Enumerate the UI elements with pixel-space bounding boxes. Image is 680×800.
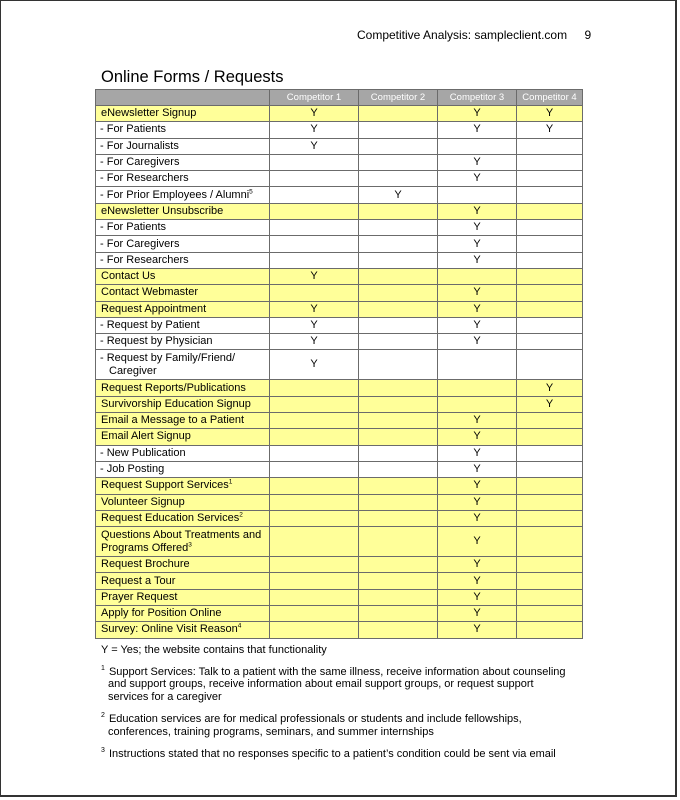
competitor-3-cell: Y — [438, 461, 517, 477]
competitor-3-cell: Y — [438, 429, 517, 445]
feature-label: Email Alert Signup — [101, 430, 191, 443]
competitor-1-cell — [270, 236, 359, 252]
table-row-feature — [96, 622, 583, 638]
competitor-4-cell — [517, 252, 583, 268]
feature-label: Request Brochure — [101, 558, 190, 571]
feature-cell — [96, 203, 270, 219]
table-row-subfeature — [96, 138, 583, 154]
competitor-4-cell — [517, 203, 583, 219]
competitor-4-cell: Y — [517, 396, 583, 412]
competitor-4-cell: Y — [517, 106, 583, 122]
competitor-2-cell — [359, 573, 438, 589]
competitor-2-cell — [359, 220, 438, 236]
competitor-3-cell: Y — [438, 171, 517, 187]
competitor-1-cell — [270, 187, 359, 203]
competitor-1-cell — [270, 413, 359, 429]
table-row-subfeature — [96, 252, 583, 268]
feature-label: eNewsletter Unsubscribe — [101, 204, 224, 217]
feature-cell — [96, 413, 270, 429]
footnote-mark: 2 — [101, 712, 105, 720]
competitor-1-cell: Y — [270, 334, 359, 350]
competitor-4-cell — [517, 589, 583, 605]
competitor-2-cell — [359, 285, 438, 301]
table-row-feature — [96, 494, 583, 510]
competitor-3-cell: Y — [438, 622, 517, 638]
competitor-4-cell — [517, 413, 583, 429]
competitor-3-cell: Y — [438, 203, 517, 219]
feature-cell — [96, 154, 270, 170]
column-header-competitor-1: Competitor 1 — [270, 90, 359, 106]
feature-cell — [96, 106, 270, 122]
competitor-1-cell — [270, 203, 359, 219]
competitor-2-cell — [359, 203, 438, 219]
feature-cell — [96, 429, 270, 445]
competitor-3-cell — [438, 187, 517, 203]
competitor-3-cell — [438, 138, 517, 154]
column-header-competitor-4: Competitor 4 — [517, 90, 583, 106]
competitor-1-cell: Y — [270, 138, 359, 154]
competitor-3-cell: Y — [438, 236, 517, 252]
competitor-4-cell — [517, 606, 583, 622]
competitor-4-cell — [517, 557, 583, 573]
feature-label: Volunteer Signup — [101, 495, 185, 508]
feature-label: Request Support Services — [101, 479, 229, 492]
table-row-subfeature — [96, 445, 583, 461]
competitor-3-cell: Y — [438, 317, 517, 333]
table-row-subfeature — [96, 122, 583, 138]
competitor-1-cell — [270, 557, 359, 573]
competitor-4-cell — [517, 573, 583, 589]
competitor-1-cell — [270, 171, 359, 187]
document-title: Competitive Analysis: sampleclient.com — [357, 28, 568, 42]
competitor-3-cell: Y — [438, 285, 517, 301]
competitor-2-cell — [359, 494, 438, 510]
competitor-2-cell — [359, 445, 438, 461]
feature-cell — [96, 301, 270, 317]
table-row-feature — [96, 589, 583, 605]
feature-cell — [96, 622, 270, 638]
competitor-4-cell — [517, 138, 583, 154]
competitor-2-cell — [359, 622, 438, 638]
footnote-2 — [101, 713, 571, 738]
table-row-feature — [96, 606, 583, 622]
competitor-4-cell — [517, 236, 583, 252]
footnote-3 — [101, 748, 571, 761]
feature-cell — [96, 236, 270, 252]
competitor-2-cell — [359, 461, 438, 477]
table-row-subfeature — [96, 171, 583, 187]
competitor-1-cell — [270, 396, 359, 412]
feature-label: Email a Message to a Patient — [101, 414, 245, 427]
footnote-reference: 5 — [249, 187, 253, 195]
competitor-4-cell — [517, 171, 583, 187]
competitor-3-cell: Y — [438, 510, 517, 526]
feature-label: - For Researchers — [100, 253, 189, 266]
competitor-2-cell — [359, 557, 438, 573]
competitor-3-cell — [438, 380, 517, 396]
competitor-4-cell — [517, 334, 583, 350]
competitor-1-cell — [270, 220, 359, 236]
feature-label: Contact Webmaster — [101, 286, 199, 299]
feature-label: Prayer Request — [101, 590, 178, 603]
running-header — [357, 28, 591, 42]
footnote-text: Instructions stated that no responses specific to a patient’s condition could be sent via email — [108, 748, 556, 760]
competitor-1-cell: Y — [270, 106, 359, 122]
footnote-reference: 1 — [228, 478, 233, 486]
table-row-feature — [96, 429, 583, 445]
table-row-feature — [96, 557, 583, 573]
feature-label: - For Caregivers — [100, 156, 180, 169]
table-row-feature — [96, 106, 583, 122]
competitor-1-cell — [270, 494, 359, 510]
table-row-subfeature — [96, 187, 583, 203]
page-number: 9 — [584, 28, 592, 42]
table-row-feature — [96, 396, 583, 412]
competitor-4-cell — [517, 301, 583, 317]
competitor-4-cell: Y — [517, 380, 583, 396]
competitor-4-cell — [517, 154, 583, 170]
feature-cell — [96, 285, 270, 301]
competitor-4-cell — [517, 317, 583, 333]
competitor-4-cell — [517, 461, 583, 477]
feature-cell — [96, 380, 270, 396]
competitor-4-cell — [517, 527, 583, 557]
column-header-competitor-2: Competitor 2 — [359, 90, 438, 106]
competitor-3-cell: Y — [438, 334, 517, 350]
competitor-3-cell: Y — [438, 606, 517, 622]
footnote-1 — [101, 666, 571, 704]
competitor-2-cell — [359, 122, 438, 138]
competitor-2-cell — [359, 334, 438, 350]
competitor-2-cell — [359, 606, 438, 622]
footnote-reference: 2 — [239, 511, 243, 519]
feature-label: - For Researchers — [100, 172, 189, 185]
competitor-1-cell: Y — [270, 301, 359, 317]
table-row-feature — [96, 268, 583, 284]
feature-cell — [96, 573, 270, 589]
feature-label: - Request by Family/Friend/ — [100, 351, 236, 364]
footnote-text: Support Services: Talk to a patient with the same illness, receive information about counseling and support groups, receive information about email support groups, or request support services for a caregiver — [108, 665, 566, 703]
competitor-2-cell — [359, 317, 438, 333]
competitor-2-cell: Y — [359, 187, 438, 203]
feature-cell — [96, 187, 270, 203]
feature-cell — [96, 317, 270, 333]
competitor-4-cell — [517, 445, 583, 461]
competitor-3-cell: Y — [438, 301, 517, 317]
feature-cell — [96, 268, 270, 284]
competitor-1-cell: Y — [270, 317, 359, 333]
feature-cell — [96, 589, 270, 605]
feature-cell — [96, 122, 270, 138]
competitor-3-cell: Y — [438, 527, 517, 557]
feature-label: Request Reports/Publications — [101, 381, 246, 394]
feature-label: Request Education Services — [101, 511, 240, 524]
feature-cell — [96, 252, 270, 268]
table-row-subfeature — [96, 317, 583, 333]
table-row-feature — [96, 285, 583, 301]
competitor-3-cell: Y — [438, 106, 517, 122]
feature-cell — [96, 478, 270, 494]
competitor-1-cell — [270, 622, 359, 638]
legend-note: Y = Yes; the website contains that functionality — [101, 644, 327, 656]
competitor-1-cell — [270, 527, 359, 557]
section-title: Online Forms / Requests — [101, 68, 284, 86]
competitor-3-cell: Y — [438, 478, 517, 494]
competitor-3-cell — [438, 268, 517, 284]
competitor-2-cell — [359, 138, 438, 154]
column-header-feature — [96, 90, 270, 106]
feature-label: Survey: Online Visit Reason — [101, 623, 238, 636]
competitor-1-cell — [270, 429, 359, 445]
competitor-4-cell — [517, 494, 583, 510]
feature-cell — [96, 445, 270, 461]
competitor-2-cell — [359, 510, 438, 526]
competitor-2-cell — [359, 413, 438, 429]
competitor-1-cell: Y — [270, 268, 359, 284]
competitor-1-cell — [270, 154, 359, 170]
competitor-3-cell: Y — [438, 494, 517, 510]
competitor-3-cell: Y — [438, 557, 517, 573]
feature-label: Questions About Treatments and — [101, 528, 262, 541]
competitor-1-cell — [270, 478, 359, 494]
feature-label: - Request by Patient — [100, 319, 200, 331]
competitor-1-cell — [270, 380, 359, 396]
footnote-reference: 4 — [237, 622, 242, 630]
competitor-1-cell — [270, 573, 359, 589]
table-row-subfeature — [96, 350, 583, 380]
feature-label-continued: Caregiver — [109, 364, 157, 377]
competitor-4-cell — [517, 622, 583, 638]
competitor-3-cell: Y — [438, 252, 517, 268]
competitor-2-cell — [359, 380, 438, 396]
competitor-4-cell: Y — [517, 122, 583, 138]
competitor-1-cell — [270, 510, 359, 526]
table-row-subfeature — [96, 334, 583, 350]
competitor-1-cell — [270, 461, 359, 477]
competitor-2-cell — [359, 106, 438, 122]
footnote-text: Education services are for medical professionals or students and include fellowships, conferences, training programs, seminars, and summer internships — [108, 713, 522, 738]
competitor-2-cell — [359, 478, 438, 494]
table-row-feature — [96, 301, 583, 317]
table-row-feature — [96, 203, 583, 219]
feature-cell — [96, 220, 270, 236]
competitor-3-cell — [438, 396, 517, 412]
competitor-4-cell — [517, 429, 583, 445]
table-row-subfeature — [96, 236, 583, 252]
feature-cell — [96, 527, 270, 557]
feature-cell — [96, 461, 270, 477]
table-row-feature — [96, 510, 583, 526]
feature-cell — [96, 334, 270, 350]
competitor-2-cell — [359, 350, 438, 380]
competitor-3-cell: Y — [438, 573, 517, 589]
competitor-3-cell: Y — [438, 445, 517, 461]
competitor-2-cell — [359, 527, 438, 557]
competitor-4-cell — [517, 350, 583, 380]
competitor-3-cell: Y — [438, 122, 517, 138]
feature-cell — [96, 138, 270, 154]
feature-label: - Job Posting — [100, 463, 165, 476]
table-row-feature — [96, 380, 583, 396]
competitor-1-cell — [270, 285, 359, 301]
footnote-mark: 1 — [101, 664, 105, 672]
feature-label: - For Journalists — [100, 139, 179, 152]
competitor-2-cell — [359, 154, 438, 170]
competitor-1-cell — [270, 606, 359, 622]
feature-cell — [96, 171, 270, 187]
feature-cell — [96, 494, 270, 510]
feature-label: - For Patients — [100, 123, 167, 136]
table-row-feature — [96, 413, 583, 429]
competitor-2-cell — [359, 268, 438, 284]
feature-cell — [96, 510, 270, 526]
feature-label: Contact Us — [101, 270, 156, 283]
competitor-2-cell — [359, 429, 438, 445]
competitor-2-cell — [359, 589, 438, 605]
competitor-1-cell: Y — [270, 122, 359, 138]
feature-label: Request Appointment — [101, 302, 207, 315]
feature-label: eNewsletter Signup — [101, 107, 197, 120]
comparison-table — [95, 89, 583, 639]
competitor-2-cell — [359, 252, 438, 268]
competitor-2-cell — [359, 396, 438, 412]
competitor-2-cell — [359, 171, 438, 187]
table-body — [96, 106, 583, 639]
competitor-3-cell — [438, 350, 517, 380]
competitor-4-cell — [517, 220, 583, 236]
feature-cell — [96, 396, 270, 412]
feature-cell — [96, 606, 270, 622]
competitor-1-cell — [270, 445, 359, 461]
table-header-row — [96, 90, 583, 106]
table-row-subfeature — [96, 154, 583, 170]
competitor-4-cell — [517, 268, 583, 284]
feature-label: - For Patients — [100, 221, 167, 234]
feature-cell — [96, 350, 270, 380]
table-row-subfeature — [96, 220, 583, 236]
competitor-3-cell: Y — [438, 589, 517, 605]
feature-label: - For Prior Employees / Alumni — [100, 188, 250, 201]
competitor-2-cell — [359, 236, 438, 252]
table-row-feature — [96, 573, 583, 589]
competitor-4-cell — [517, 510, 583, 526]
competitor-4-cell — [517, 478, 583, 494]
footnote-mark: 3 — [101, 747, 105, 755]
competitor-3-cell: Y — [438, 413, 517, 429]
table-row-feature — [96, 527, 583, 557]
table-row-subfeature — [96, 461, 583, 477]
feature-label: - For Caregivers — [100, 237, 180, 250]
feature-label: Survivorship Education Signup — [101, 397, 251, 410]
feature-label: Apply for Position Online — [101, 607, 222, 620]
feature-label: Request a Tour — [101, 574, 176, 587]
competitor-3-cell: Y — [438, 220, 517, 236]
notes — [101, 644, 571, 771]
table-row-feature — [96, 478, 583, 494]
competitor-1-cell: Y — [270, 350, 359, 380]
competitor-1-cell — [270, 589, 359, 605]
competitor-3-cell: Y — [438, 154, 517, 170]
competitor-2-cell — [359, 301, 438, 317]
competitor-4-cell — [517, 187, 583, 203]
competitor-1-cell — [270, 252, 359, 268]
column-header-competitor-3: Competitor 3 — [438, 90, 517, 106]
feature-cell — [96, 557, 270, 573]
feature-label-continued: Programs Offered — [101, 541, 189, 554]
feature-label: - New Publication — [100, 446, 186, 459]
footnote-reference: 3 — [188, 540, 192, 548]
competitor-4-cell — [517, 285, 583, 301]
feature-label: - Request by Physician — [100, 335, 213, 348]
